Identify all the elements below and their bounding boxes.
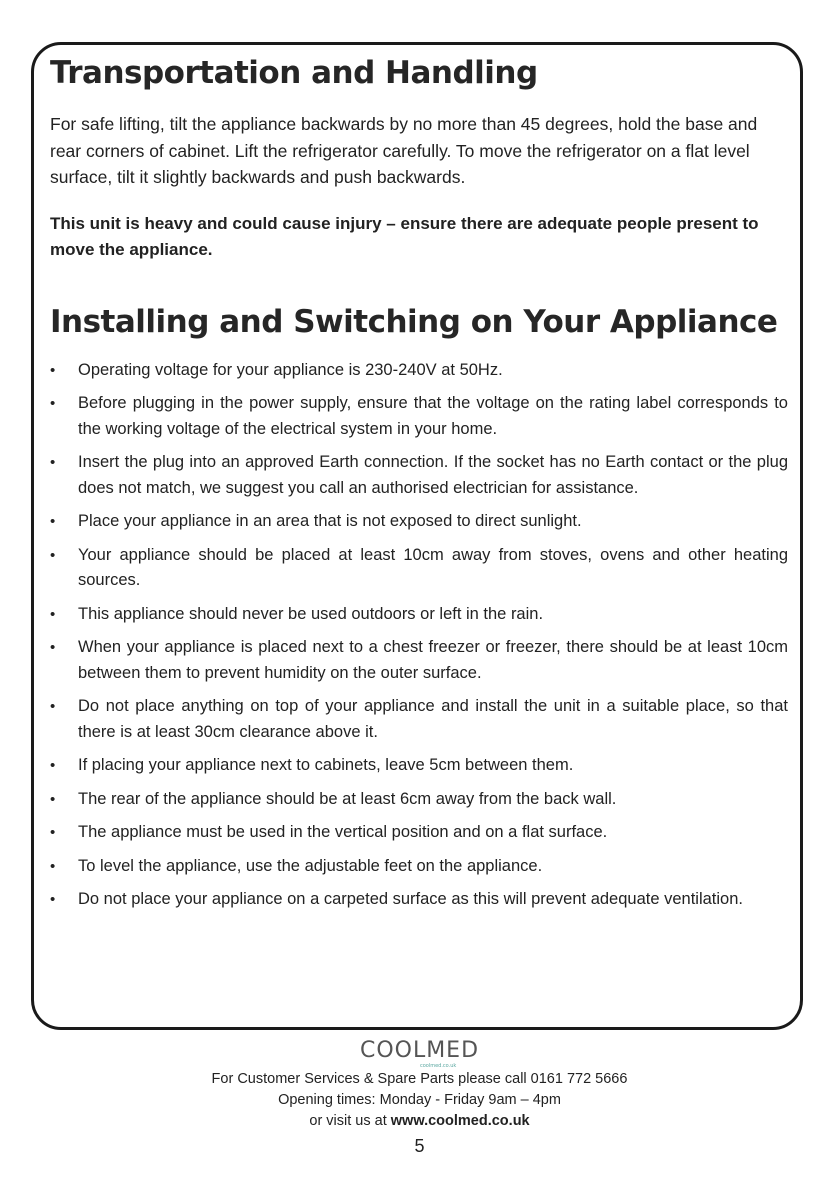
list-item bbox=[50, 635, 788, 686]
list-item bbox=[50, 854, 788, 880]
list-item-text: If placing your appliance next to cabinets, leave 5cm between them. bbox=[78, 756, 574, 774]
list-item-text: Your appliance should be placed at least 10cm away from stoves, ovens and other heating sources. bbox=[78, 545, 788, 589]
list-item bbox=[50, 602, 788, 628]
page-footer bbox=[0, 1038, 839, 1157]
transport-paragraph: For safe lifting, tilt the appliance backwards by no more than 45 degrees, hold the base and rear corners of cabinet. Lift the refrigerator carefully. To move the refrigerator on a flat level surface, tilt it slightly backwards and push backwards. bbox=[50, 114, 758, 187]
list-item-text: To level the appliance, use the adjustable feet on the appliance. bbox=[78, 856, 543, 875]
bullet-icon: • bbox=[50, 757, 56, 774]
bullet-icon: • bbox=[50, 546, 56, 564]
list-item bbox=[50, 391, 788, 442]
website-link[interactable]: www.coolmed.co.uk bbox=[390, 1113, 530, 1129]
page-number: 5 bbox=[414, 1136, 425, 1156]
list-item-text: Operating voltage for your appliance is 230-240V at 50Hz. bbox=[78, 360, 503, 379]
list-item-text: This appliance should never be used outdoors or left in the rain. bbox=[78, 604, 544, 623]
bullet-icon: • bbox=[50, 698, 56, 715]
section-heading-install: Installing and Switching on Your Appliance bbox=[50, 303, 778, 340]
list-item bbox=[50, 753, 788, 779]
bullet-icon: • bbox=[50, 395, 56, 412]
list-item bbox=[50, 820, 788, 846]
list-item bbox=[50, 887, 788, 913]
list-item-text: The appliance must be used in the vertical position and on a flat surface. bbox=[78, 823, 608, 841]
bullet-icon: • bbox=[50, 891, 56, 908]
list-item bbox=[50, 358, 788, 384]
footer-contact-line: For Customer Services & Spare Parts please call 0161 772 5666 bbox=[211, 1071, 628, 1087]
install-bullet-list bbox=[50, 358, 788, 913]
bullet-icon: • bbox=[50, 824, 56, 841]
footer-website-prefix: or visit us at bbox=[309, 1113, 391, 1129]
footer-website-line bbox=[0, 1111, 839, 1132]
list-item bbox=[50, 509, 788, 535]
list-item-text: Do not place anything on top of your appliance and install the unit in a suitable place, so that there is at least 30cm clearance above it. bbox=[78, 697, 788, 741]
list-item-text: When your appliance is placed next to a chest freezer or freezer, there should be at least 10cm between them to prevent humidity on the outer surface. bbox=[78, 638, 788, 682]
bullet-icon: • bbox=[50, 513, 56, 530]
list-item bbox=[50, 450, 788, 501]
bullet-icon: • bbox=[50, 454, 56, 471]
bullet-icon: • bbox=[50, 857, 56, 875]
list-item bbox=[50, 694, 788, 745]
content-inner bbox=[50, 51, 788, 921]
list-item-text: The rear of the appliance should be at least 6cm away from the back wall. bbox=[78, 789, 617, 808]
section-heading-transport: Transportation and Handling bbox=[50, 55, 538, 91]
bullet-icon: • bbox=[50, 639, 56, 656]
bullet-icon: • bbox=[50, 361, 56, 379]
list-item-text: Place your appliance in an area that is not exposed to direct sunlight. bbox=[78, 512, 582, 530]
list-item bbox=[50, 787, 788, 813]
list-item-text: Before plugging in the power supply, ensure that the voltage on the rating label corresponds to the working voltage of the electrical system in your home. bbox=[78, 394, 788, 438]
logo-text: COOLMED bbox=[359, 1038, 480, 1063]
bullet-icon: • bbox=[50, 605, 56, 623]
logo-subtext: coolmed.co.uk bbox=[419, 1063, 457, 1069]
list-item-text: Insert the plug into an approved Earth connection. If the socket has no Earth contact or the plug does not match, we suggest you call an authorised electrician for assistance. bbox=[78, 453, 788, 497]
coolmed-logo bbox=[359, 1038, 480, 1069]
footer-hours-line: Opening times: Monday - Friday 9am – 4pm bbox=[278, 1092, 561, 1108]
list-item-text: Do not place your appliance on a carpeted surface as this will prevent adequate ventilation. bbox=[78, 890, 743, 908]
content-frame bbox=[31, 42, 803, 1030]
list-item bbox=[50, 543, 788, 594]
transport-warning: This unit is heavy and could cause injury – ensure there are adequate people present to move the appliance. bbox=[50, 213, 759, 259]
bullet-icon: • bbox=[50, 790, 56, 808]
